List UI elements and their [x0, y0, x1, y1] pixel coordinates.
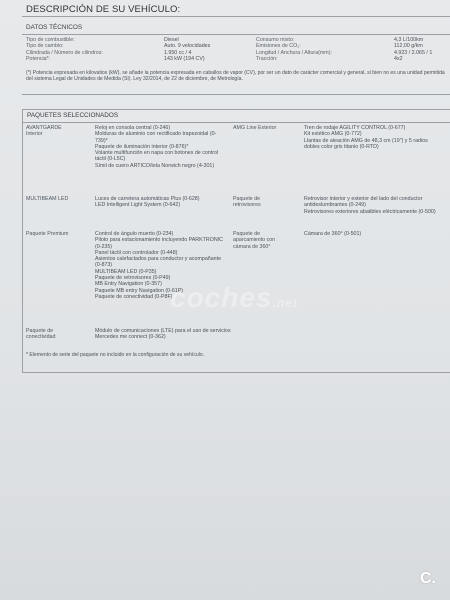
package-item: Control de ángulo muerto (0-234) [95, 231, 174, 237]
tech-left-labels [26, 37, 103, 63]
package-name-premium: Paquete Premium [26, 231, 69, 237]
tech-left-values [164, 37, 210, 63]
tech-value: 4.923 / 2.065 / 1 [394, 49, 433, 56]
package-item: Paquete MB entry Navigation (0-61P) [95, 287, 184, 294]
package-items-amg [304, 125, 444, 150]
tech-value: Diesel [164, 37, 179, 43]
package-name-avantgarde: AVANTGARDE Interior [26, 125, 62, 138]
package-item: Piloto para estacionamiento incluyendo PARKTRONIC (0-235) [95, 237, 223, 250]
title-divider [22, 16, 450, 17]
tech-label: Tracción: [256, 56, 278, 63]
package-item: Retrovisores exteriores abatibles eléctricamente (0-500) [304, 208, 436, 215]
package-item: MULTIBEAM LED (0-P35) [95, 268, 157, 275]
page-title: DESCRIPCIÓN DE SU VEHÍCULO: [26, 4, 181, 15]
site-logo: C. [420, 570, 436, 587]
package-item: Tren de rodaje AGILITY CONTROL (0-677) [304, 125, 406, 131]
package-item: Cámara de 360° (0-501) [304, 231, 362, 237]
package-item: LED Intelligent Light System (0-642) [95, 202, 181, 209]
watermark-suffix: .net [272, 296, 298, 310]
package-name-aparcamiento: Paquete de aparcamiento con cámara de 360° [233, 231, 276, 250]
package-item: Panel táctil con controlador (0-448) [95, 249, 178, 256]
package-name-amg: AMG Line Exterior [233, 125, 277, 131]
package-item: Reloj en consola central (0-246) [95, 125, 171, 131]
tech-label: Cilindrada / Número de cilindros: [26, 49, 103, 56]
package-item: Llantas de aleación AMG de 48,3 cm (19") y 5 radios dobles color gris titanio (0-RTD) [304, 137, 428, 150]
package-item: Módulo de comunicaciones (LTE) para el uso de servicios Mercedes me connect (0-362) [95, 328, 231, 341]
package-item: Molduras de aluminio con rectificado trapezoidal (0-739)* [95, 131, 217, 144]
tech-value: Auto. 9 velocidades [164, 43, 211, 50]
package-item: Símil de cuero ARTICO/tela Norwich negro (4-301) [95, 162, 215, 169]
package-item: Paquete de iluminación interior (0-876)* [95, 143, 189, 150]
tech-value: 143 kW (194 CV) [164, 56, 205, 63]
package-items-conectividad [95, 328, 255, 341]
package-item: Luces de carretera automáticas Plus (0-628) [95, 196, 200, 202]
package-item: Kit estético AMG (0-772) [304, 131, 362, 138]
tech-label: Longitud / Anchura / Altura(mm): [256, 49, 332, 56]
tech-label: Tipo de cambio: [26, 43, 64, 50]
watermark [170, 282, 298, 314]
package-item: Retrovisor interior y exterior del lado del conductor antideslumbrantes (0-249) [304, 196, 423, 209]
tech-value: 4,3 L/100km [394, 37, 424, 43]
tech-value: 112,00 g/km [394, 43, 423, 50]
package-items-retrovisores [304, 196, 444, 215]
tech-right-values [394, 37, 432, 63]
watermark-text: coches [170, 282, 273, 313]
package-name-conectividad: Paquete de conectividad [26, 328, 56, 341]
tech-value: 1.950 cc / 4 [164, 49, 192, 56]
tech-data-heading: DATOS TÉCNICOS [22, 22, 450, 35]
power-note: (*) Potencia expresada en kilovatios (kW), se añade la potencia expresada en caballos de vapor (CV), por ser un dato de carácter comercial y general, si bien no es una unidad permitida del sistema Legal de Unidades de Medida (SI). Ley 32/2014, de 22 de diciembre, de Metrología. [26, 70, 445, 83]
tech-label: Tipo de combustible: [26, 37, 75, 43]
tech-label: Emisiones de CO₂: [256, 43, 301, 50]
package-item: Paquete de conectividad (0-P8F) [95, 293, 173, 300]
packages-heading: PAQUETES SELECCIONADOS [23, 110, 450, 123]
package-item: Volante multifunción en napa con botones de control táctil (0-L5C) [95, 150, 219, 163]
package-name-retrovisores: Paquete de retrovisores [233, 196, 261, 209]
package-items-aparcamiento [304, 231, 444, 237]
packages-footnote: * Elemento de serie del paquete no incluido en la configuración de su vehículo. [26, 352, 205, 358]
package-item: MB Entry Navigation (0-357) [95, 281, 162, 288]
tech-label: Potencia*: [26, 56, 51, 63]
package-item: Asientos calefactados para conductor y acompañante (0-873) [95, 256, 222, 269]
package-items-multibeam [95, 196, 227, 209]
tech-label: Consumo mixto: [256, 37, 295, 43]
package-item: Paquete de retrovisores (0-P49) [95, 275, 171, 282]
tech-right-labels [256, 37, 332, 63]
package-name-multibeam: MULTIBEAM LED [26, 196, 69, 202]
tech-value: 4x2 [394, 56, 403, 63]
package-items-avantgarde [95, 125, 227, 169]
